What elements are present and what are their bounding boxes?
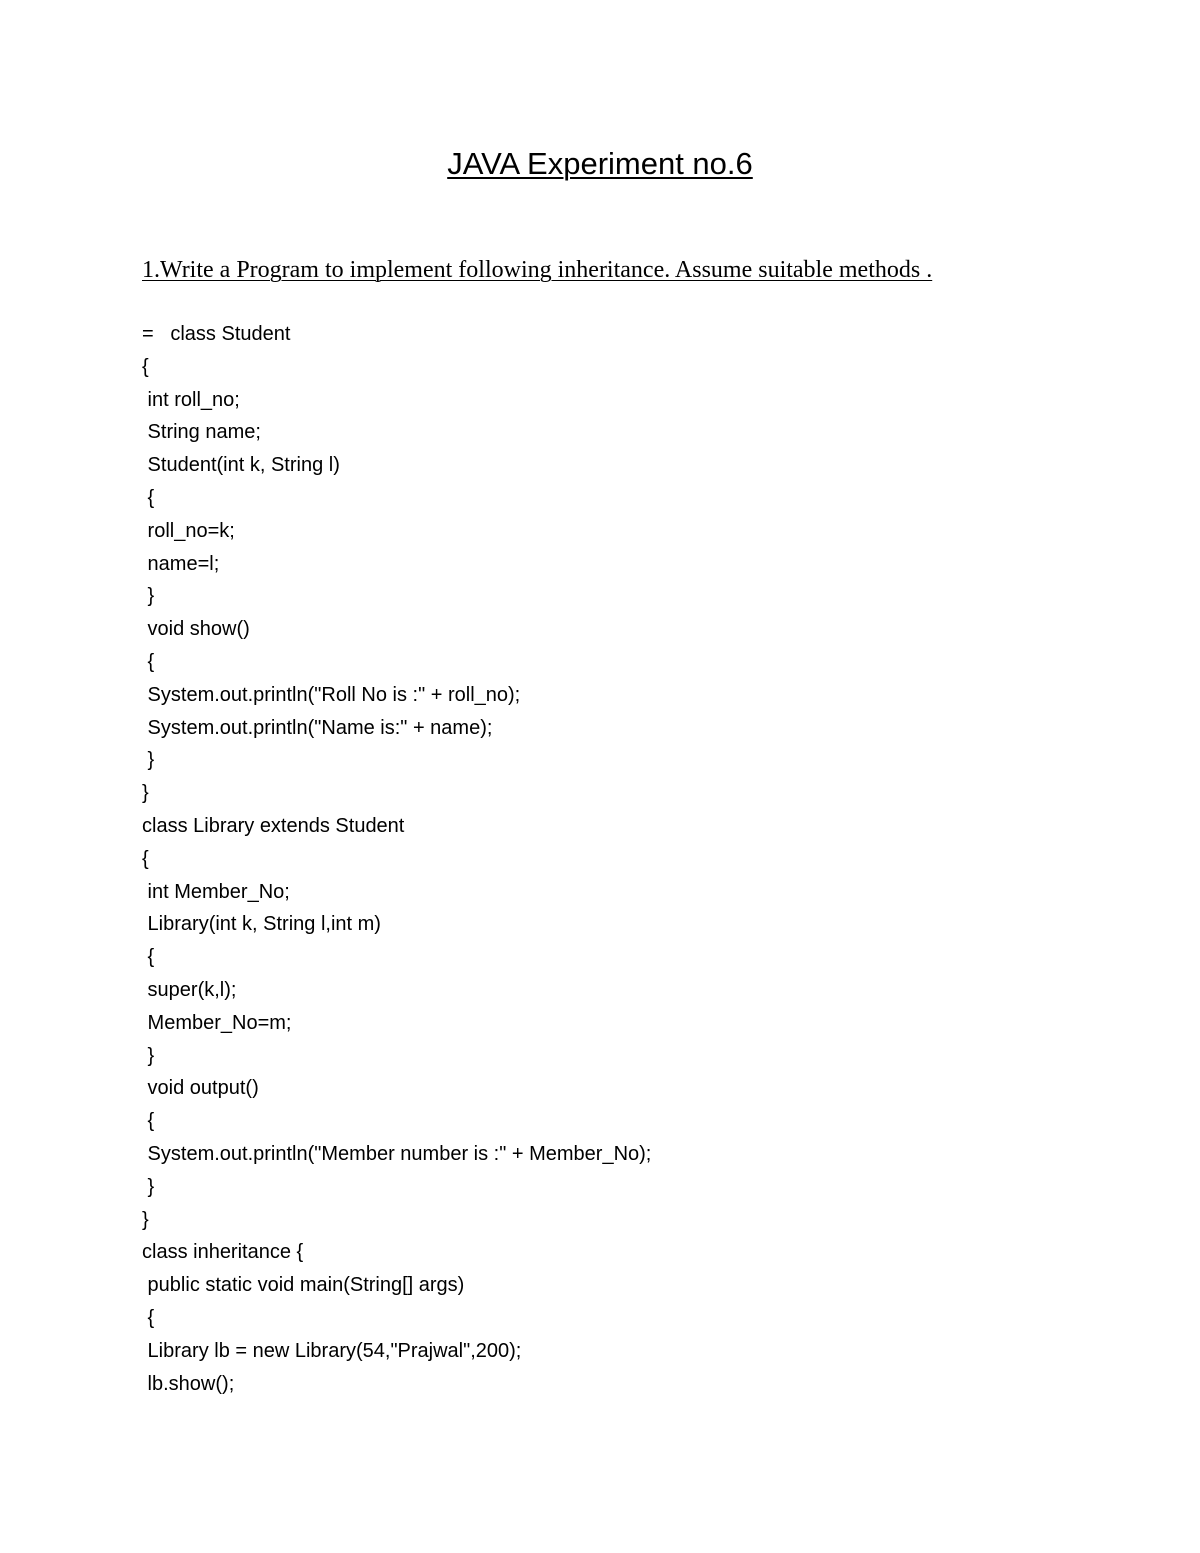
code-line: = class Student: [142, 323, 291, 345]
code-line: Member_No=m;: [142, 1011, 292, 1034]
code-line: class Library extends Student: [142, 814, 405, 837]
code-line: }: [142, 1175, 155, 1198]
code-line: name=l;: [142, 552, 220, 575]
code-line: Student(int k, String l): [142, 454, 340, 477]
code-line: roll_no=k;: [142, 519, 235, 542]
question-text: 1.Write a Program to implement following inheritance. Assume suitable methods .: [142, 257, 933, 283]
code-line: System.out.println("Member number is :" + Member_No);: [142, 1142, 652, 1165]
code-line: }: [142, 1044, 155, 1067]
code-line: lb.show();: [142, 1372, 235, 1395]
code-line: }: [142, 585, 155, 608]
code-listing: [142, 318, 651, 1400]
code-line: {: [142, 650, 155, 673]
code-line: void show(): [142, 618, 250, 641]
code-line: }: [142, 782, 149, 805]
code-line: {: [142, 355, 149, 378]
code-line: }: [142, 749, 155, 772]
code-line: System.out.println("Name is:" + name);: [142, 716, 493, 739]
code-line: void output(): [142, 1077, 259, 1100]
code-line: {: [142, 486, 155, 509]
code-line: {: [142, 1110, 155, 1133]
page-title: [0, 144, 1200, 184]
code-line: {: [142, 847, 149, 870]
code-line: }: [142, 1208, 149, 1231]
code-line: {: [142, 1306, 155, 1329]
code-line: int Member_No;: [142, 880, 290, 903]
code-line: System.out.println("Roll No is :" + roll_no);: [142, 683, 521, 706]
code-line: class inheritance {: [142, 1241, 304, 1264]
code-line: String name;: [142, 421, 261, 444]
page-title-text: JAVA Experiment no.6: [447, 146, 753, 181]
code-line: {: [142, 946, 155, 969]
code-line: Library lb = new Library(54,"Prajwal",200);: [142, 1339, 522, 1362]
code-line: int roll_no;: [142, 388, 240, 411]
code-line: Library(int k, String l,int m): [142, 913, 381, 936]
code-line: public static void main(String[] args): [142, 1274, 465, 1297]
code-line: super(k,l);: [142, 978, 237, 1001]
